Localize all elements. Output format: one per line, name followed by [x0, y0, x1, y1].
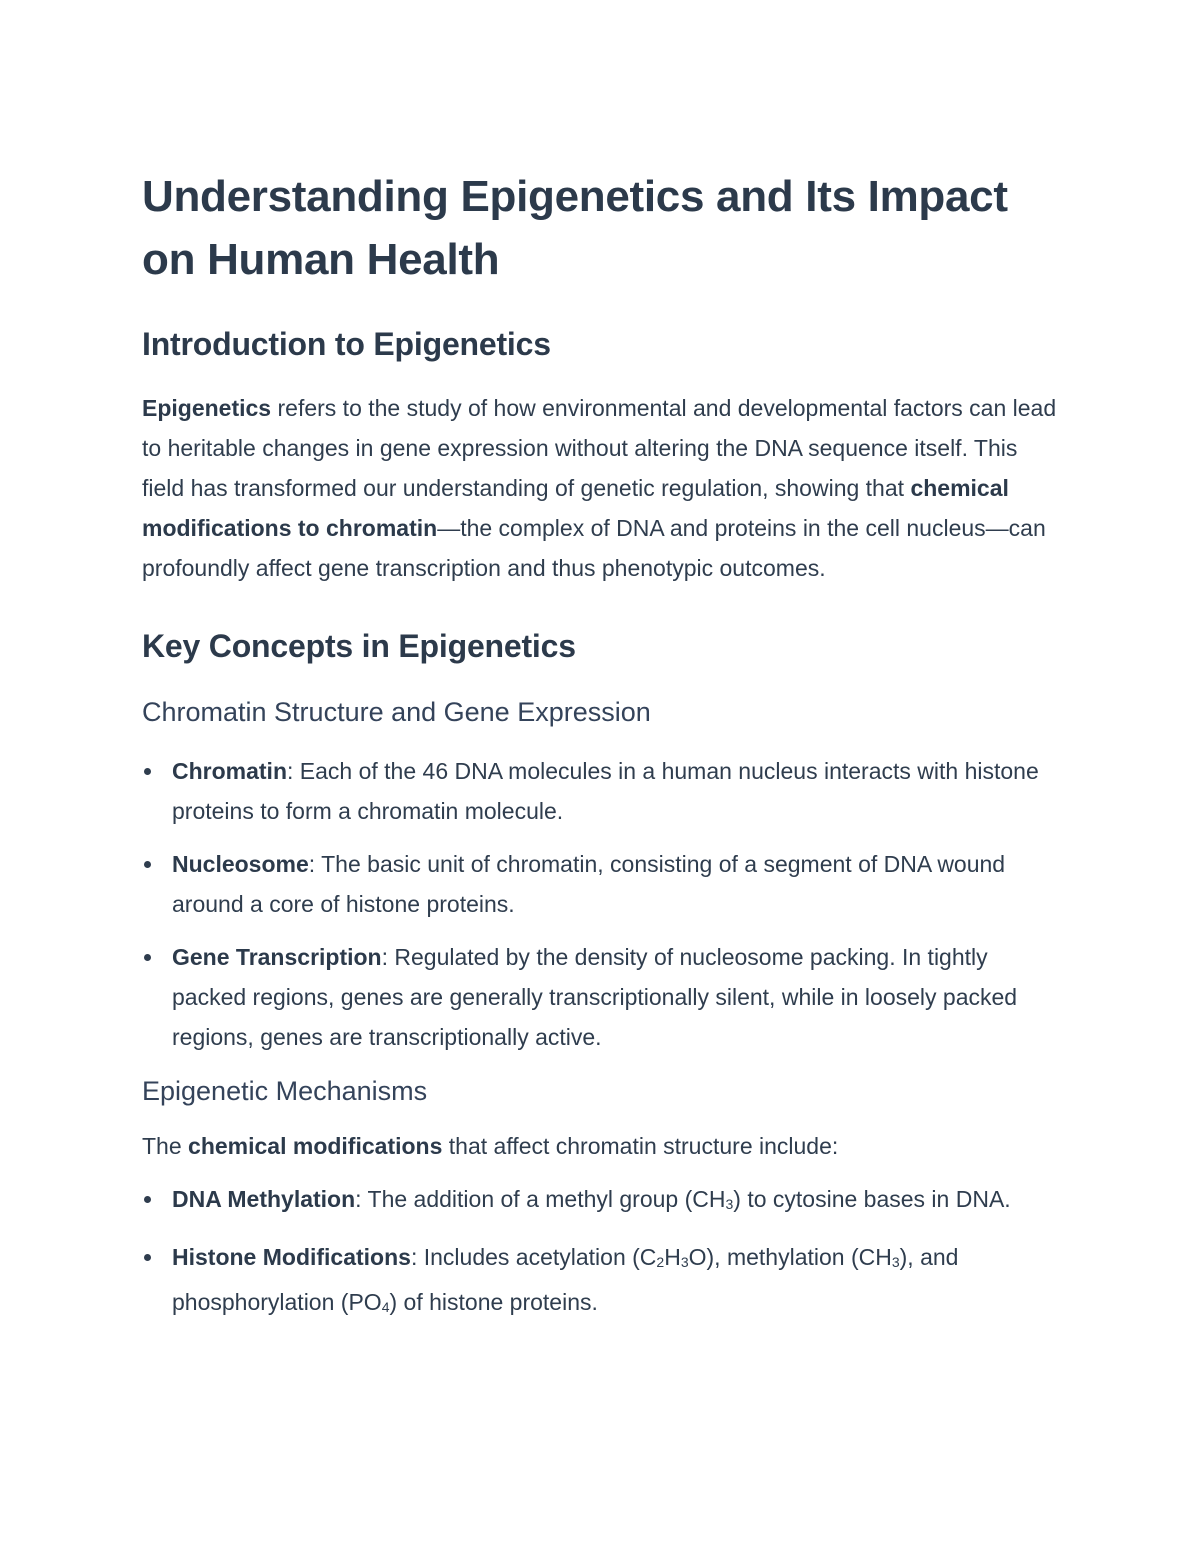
- bullet-icon: [144, 1254, 151, 1261]
- epigenetics-term: Epigenetics: [142, 395, 272, 421]
- subscript: 3: [891, 1254, 900, 1270]
- list-item-text: H: [664, 1244, 681, 1270]
- subscript: 2: [656, 1254, 665, 1270]
- intro-heading: Introduction to Epigenetics: [142, 326, 551, 362]
- list-item-text: : The addition of a methyl group (CH: [355, 1186, 726, 1212]
- intro-paragraph: [142, 388, 1057, 588]
- bullet-icon: [144, 954, 151, 961]
- list-item-text: : Regulated by the density of nucleosome packing. In tightly packed regions, genes are generally transcriptionally silent, while in loosely packed regions, genes are transcriptionally active.: [172, 944, 1018, 1050]
- bullet-icon: [144, 1196, 151, 1203]
- list-item-text: : Includes acetylation (C: [410, 1244, 657, 1270]
- list-item-text: ) of histone proteins.: [389, 1289, 598, 1315]
- list-item: [142, 1237, 1057, 1327]
- list-item-text: ), and phosphorylation (PO: [172, 1244, 959, 1315]
- list-item-term: Nucleosome: [172, 851, 309, 877]
- key-concepts-heading: Key Concepts in Epigenetics: [142, 628, 576, 664]
- list-item-text: ) to cytosine bases in DNA.: [733, 1186, 1011, 1212]
- epigenetic-mechanisms-heading: Epigenetic Mechanisms: [142, 1076, 428, 1106]
- intro-text-2: —the complex of DNA and proteins in the cell nucleus—can profoundly affect gene transcription and thus phenotypic outcomes.: [142, 515, 1046, 581]
- bullet-icon: [144, 768, 151, 775]
- list-item-text: : Each of the 46 DNA molecules in a human nucleus interacts with histone proteins to form a chromatin molecule.: [172, 758, 1039, 824]
- subscript: 3: [725, 1196, 734, 1212]
- mechanisms-intro-pre: The: [142, 1133, 189, 1159]
- bullet-icon: [144, 861, 151, 868]
- list-item: [142, 844, 1057, 924]
- document-title: Understanding Epigenetics and Its Impact on Human Health: [142, 172, 1008, 284]
- list-item: [142, 751, 1057, 831]
- list-item: [142, 1179, 1057, 1224]
- list-item-term: Gene Transcription: [172, 944, 382, 970]
- mechanisms-intro-post: that affect chromatin structure include:: [442, 1133, 839, 1159]
- chromatin-list: [142, 751, 1057, 1057]
- list-item-text: O), methylation (CH: [688, 1244, 892, 1270]
- list-item-text: : The basic unit of chromatin, consisting of a segment of DNA wound around a core of histone proteins.: [172, 851, 1006, 917]
- key-concepts-section: [142, 626, 1057, 1327]
- intro-section: [142, 324, 1057, 588]
- intro-text-1: refers to the study of how environmental and developmental factors can lead to heritable changes in gene expression without altering the DNA sequence itself. This field has transformed our understanding of genetic regulation, showing that: [142, 395, 1057, 501]
- list-item-term: Chromatin: [172, 758, 287, 784]
- subscript: 3: [680, 1254, 689, 1270]
- chemical-modifications-term: chemical modifications: [188, 1133, 443, 1159]
- list-item-term: Histone Modifications: [172, 1244, 411, 1270]
- mechanisms-intro: [142, 1126, 1057, 1166]
- mechanisms-list: [142, 1179, 1057, 1327]
- document-page: [142, 165, 1057, 1327]
- list-item-term: DNA Methylation: [172, 1186, 356, 1212]
- subscript: 4: [381, 1299, 390, 1315]
- list-item: [142, 937, 1057, 1057]
- chromatin-modifications-term: chemical modifications to chromatin: [142, 475, 1009, 541]
- chromatin-structure-heading: Chromatin Structure and Gene Expression: [142, 697, 651, 727]
